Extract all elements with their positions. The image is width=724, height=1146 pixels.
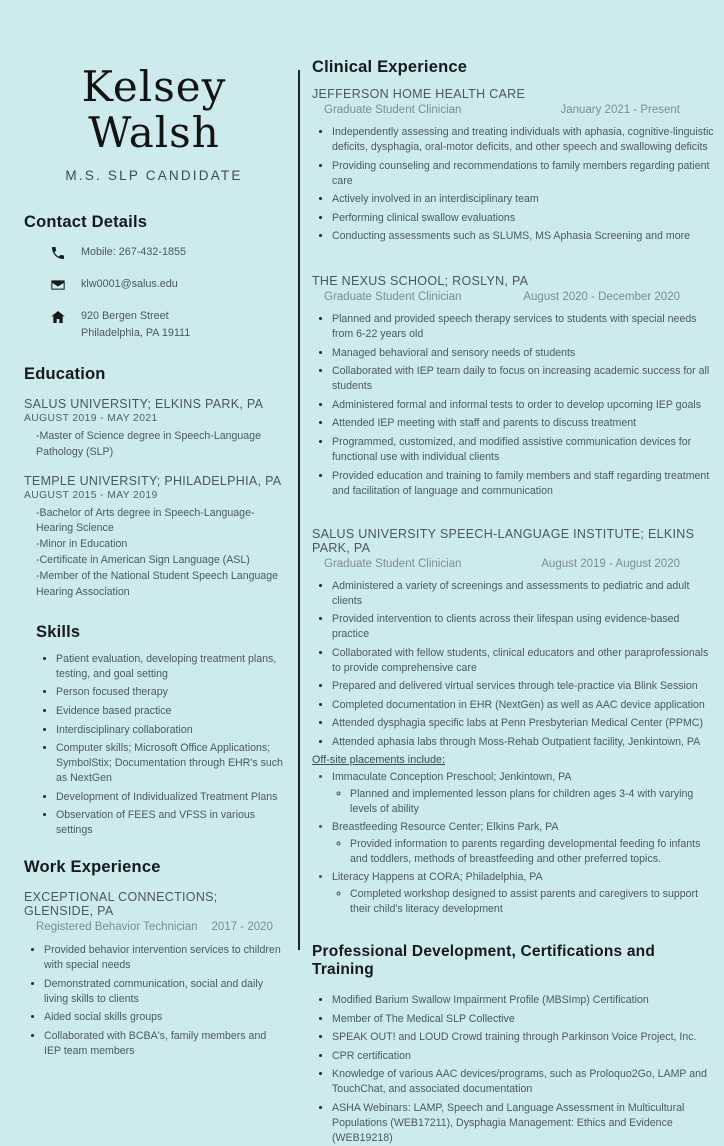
position-bullet-list: [312, 312, 714, 498]
candidate-title: M.S. SLP CANDIDATE: [65, 168, 243, 184]
position-bullet: • Planned and provided speech therapy services to students with special needs from 6-22 years old: [332, 312, 714, 342]
education-section: [24, 365, 284, 601]
position-bullet-list: [312, 125, 714, 244]
address-line-2: Philadelphia, PA 19111: [81, 326, 191, 339]
home-icon: [50, 309, 67, 325]
position-bullet: • Administered formal and informal tests to order to develop upcoming IEP goals: [332, 398, 714, 413]
profdev-bullet-list: [312, 993, 714, 1146]
work-bullet: • Collaborated with BCBA's, family members and IEP team members: [44, 1029, 284, 1059]
skill-item: • Patient evaluation, developing treatment plans, testing, and goal setting: [56, 652, 284, 682]
offsite-detail: ◦ Completed workshop designed to assist parents and caregivers to support their child's literacy development: [350, 887, 714, 917]
offsite-name: Breastfeeding Resource Center; Elkins Park, PA: [332, 820, 559, 833]
position-role-row: [312, 104, 714, 116]
skill-item: • Computer skills; Microsoft Office Applications; SymbolStix; Documentation through EHR's such as NextGen: [56, 741, 284, 786]
position-bullet: • Providing counseling and recommendations to family members regarding patient care: [332, 159, 714, 189]
position-bullet: • Conducting assessments such as SLUMS, MS Aphasia Screening and more: [332, 229, 714, 244]
profdev-bullet: • Member of The Medical SLP Collective: [332, 1012, 714, 1027]
skills-list: [36, 652, 284, 838]
skill-item: • Development of Individualized Treatment Plans: [56, 790, 284, 805]
contact-item-address: [50, 308, 284, 340]
skill-item: • Evidence based practice: [56, 704, 284, 719]
offsite-list: [312, 770, 714, 917]
position-employer: THE NEXUS SCHOOL; ROSLYN, PA: [312, 274, 529, 289]
clinical-position: [312, 87, 714, 244]
position-bullet: • Collaborated with IEP team daily to focus on increasing academic success for all students: [332, 364, 714, 394]
position-bullet: • Managed behavioral and sensory needs of students: [332, 346, 714, 361]
offsite-detail: ◦ Planned and implemented lesson plans for children ages 3-4 with varying levels of ability: [350, 787, 714, 817]
work-bullet: • Aided social skills groups: [44, 1010, 284, 1025]
profdev-bullet: • SPEAK OUT! and LOUD Crowd training through Parkinson Voice Project, Inc.: [332, 1030, 714, 1045]
position-bullet: • Completed documentation in EHR (NextGen) as well as AAC device application: [332, 698, 714, 713]
clinical-position: [312, 527, 714, 918]
position-bullet: • Attended dysphagia specific labs at Penn Presbyterian Medical Center (PPMC): [332, 716, 714, 731]
profdev-bullet: • Modified Barium Swallow Impairment Profile (MBSImp) Certification: [332, 993, 714, 1008]
left-column: [0, 0, 298, 1057]
email-icon: [50, 277, 67, 293]
school-name: SALUS UNIVERSITY; ELKINS PARK, PA: [24, 396, 264, 411]
professional-development-heading: Professional Development, Certifications and Training: [312, 943, 655, 979]
contact-section: [24, 213, 284, 340]
skills-section: [24, 623, 284, 838]
position-employer: SALUS UNIVERSITY SPEECH-LANGUAGE INSTITUTE; ELKINS PARK, PA: [312, 526, 695, 555]
work-bullet: • Demonstrated communication, social and daily living skills to clients: [44, 977, 284, 1007]
contact-list: [50, 244, 284, 340]
position-bullet: • Independently assessing and treating individuals with aphasia, cognitive-linguistic deficits, dysphagia, oral-motor deficits, and other speech and swallowing deficits: [332, 125, 714, 155]
school-dates: AUGUST 2015 - MAY 2019: [24, 489, 158, 501]
work-bullet: • Provided behavior intervention services to children with special needs: [44, 943, 284, 973]
position-bullet: • Provided intervention to clients across their lifespan using evidence-based practice: [332, 612, 714, 642]
position-bullet: • Administered a variety of screenings and assessments to pediatric and adult clients: [332, 579, 714, 609]
position-bullet: • Programmed, customized, and modified assistive communication devices for functional use with individual clients: [332, 435, 714, 465]
position-dates: August 2020 - December 2020: [523, 291, 680, 304]
school-detail-line: -Certificate in American Sign Language (ASL): [36, 554, 250, 567]
position-role-row: [312, 558, 714, 570]
phone-icon: [50, 245, 67, 261]
person-name: [24, 64, 284, 156]
contact-item-email: [50, 276, 284, 293]
profdev-bullet: • Knowledge of various AAC devices/programs, such as Proloquo2Go, LAMP and TouchChat, and associated documentation: [332, 1067, 714, 1097]
work-bullet-list: [24, 943, 284, 1059]
school-name: TEMPLE UNIVERSITY; PHILADELPHIA, PA: [24, 473, 282, 488]
position-bullet: • Attended aphasia labs through Moss-Rehab Outpatient facility, Jenkintown, PA: [332, 735, 714, 750]
school-entry: [24, 474, 284, 601]
name-line-1: Kelsey: [81, 62, 227, 111]
position-role: Graduate Student Clinician: [324, 557, 462, 570]
offsite-item: [332, 770, 714, 817]
work-employer: EXCEPTIONAL CONNECTIONS; GLENSIDE, PA: [24, 890, 218, 919]
position-employer: JEFFERSON HOME HEALTH CARE: [312, 87, 526, 101]
work-role-row: [24, 921, 284, 933]
work-dates: 2017 - 2020: [211, 921, 273, 934]
position-bullet-list: [312, 579, 714, 750]
position-role: Graduate Student Clinician: [324, 291, 462, 304]
work-entry: [24, 890, 284, 933]
offsite-sublist: [332, 887, 714, 917]
position-role: Graduate Student Clinician: [324, 104, 462, 116]
offsite-sublist: [332, 787, 714, 817]
school-detail-line: -Member of the National Student Speech Language Hearing Association: [36, 570, 279, 598]
offsite-item: [332, 870, 714, 917]
position-bullet: • Prepared and delivered virtual services through tele-practice via Blink Session: [332, 679, 714, 694]
position-dates: August 2019 - August 2020: [541, 557, 680, 570]
education-heading: Education: [24, 364, 106, 383]
right-column: [300, 0, 724, 1144]
skill-item: • Observation of FEES and VFSS in various settings: [56, 808, 284, 838]
name-line-2: Walsh: [88, 108, 220, 158]
position-bullet: • Collaborated with fellow students, clinical educators and other paraprofessionals to provide comprehensive care: [332, 646, 714, 676]
offsite-sublist: [332, 837, 714, 867]
email-text: klw0001@salus.edu: [81, 278, 178, 291]
school-detail-line: -Master of Science degree in Speech-Language Pathology (SLP): [36, 429, 261, 458]
address-text: [81, 308, 190, 340]
position-bullet: • Attended IEP meeting with staff and parents to discuss treatment: [332, 416, 714, 431]
offsite-detail: ◦ Provided information to parents regarding developmental feeding fo infants and toddlers, methods of breastfeeding and other preferred topics.: [350, 837, 714, 867]
work-experience-heading: Work Experience: [24, 858, 161, 877]
position-dates: January 2021 - Present: [560, 104, 680, 116]
clinical-experience-heading: Clinical Experience: [312, 58, 468, 76]
school-entry: [24, 397, 284, 461]
work-experience-section: [24, 858, 284, 1059]
position-bullet: • Actively involved in an interdisciplinary team: [332, 192, 714, 207]
school-details: [36, 506, 284, 601]
phone-text: Mobile: 267-432-1855: [81, 246, 187, 259]
offsite-name: Literacy Happens at CORA; Philadelphia, PA: [332, 871, 543, 884]
contact-heading: Contact Details: [24, 213, 148, 232]
school-details: [36, 429, 284, 461]
profdev-bullet: • ASHA Webinars: LAMP, Speech and Language Assessment in Multicultural Populations (WEB17211), Dysphagia Management: Ethics and Evidence (WEB19218): [332, 1101, 714, 1146]
clinical-position: [312, 274, 714, 498]
school-detail-line: -Minor in Education: [36, 538, 128, 551]
skill-item: • Person focused therapy: [56, 685, 284, 700]
school-dates: AUGUST 2019 - MAY 2021: [24, 412, 158, 424]
profdev-bullet: • CPR certification: [332, 1049, 714, 1064]
position-role-row: [312, 291, 714, 303]
school-detail-line: -Bachelor of Arts degree in Speech-Language-Hearing Science: [36, 506, 255, 535]
address-line-1: 920 Bergen Street: [81, 310, 169, 323]
work-role: Registered Behavior Technician: [36, 921, 198, 934]
position-bullet: • Performing clinical swallow evaluations: [332, 211, 714, 226]
offsite-item: [332, 820, 714, 867]
position-bullet: • Provided education and training to family members and staff regarding treatment and facilitation of language and communication: [332, 469, 714, 499]
skill-item: • Interdisciplinary collaboration: [56, 723, 284, 738]
offsite-name: Immaculate Conception Preschool; Jenkintown, PA: [332, 770, 572, 783]
skills-heading: Skills: [36, 622, 81, 641]
contact-item-phone: [50, 244, 284, 261]
professional-development-section: [312, 943, 714, 1146]
offsite-heading: Off-site placements include:: [312, 753, 446, 766]
